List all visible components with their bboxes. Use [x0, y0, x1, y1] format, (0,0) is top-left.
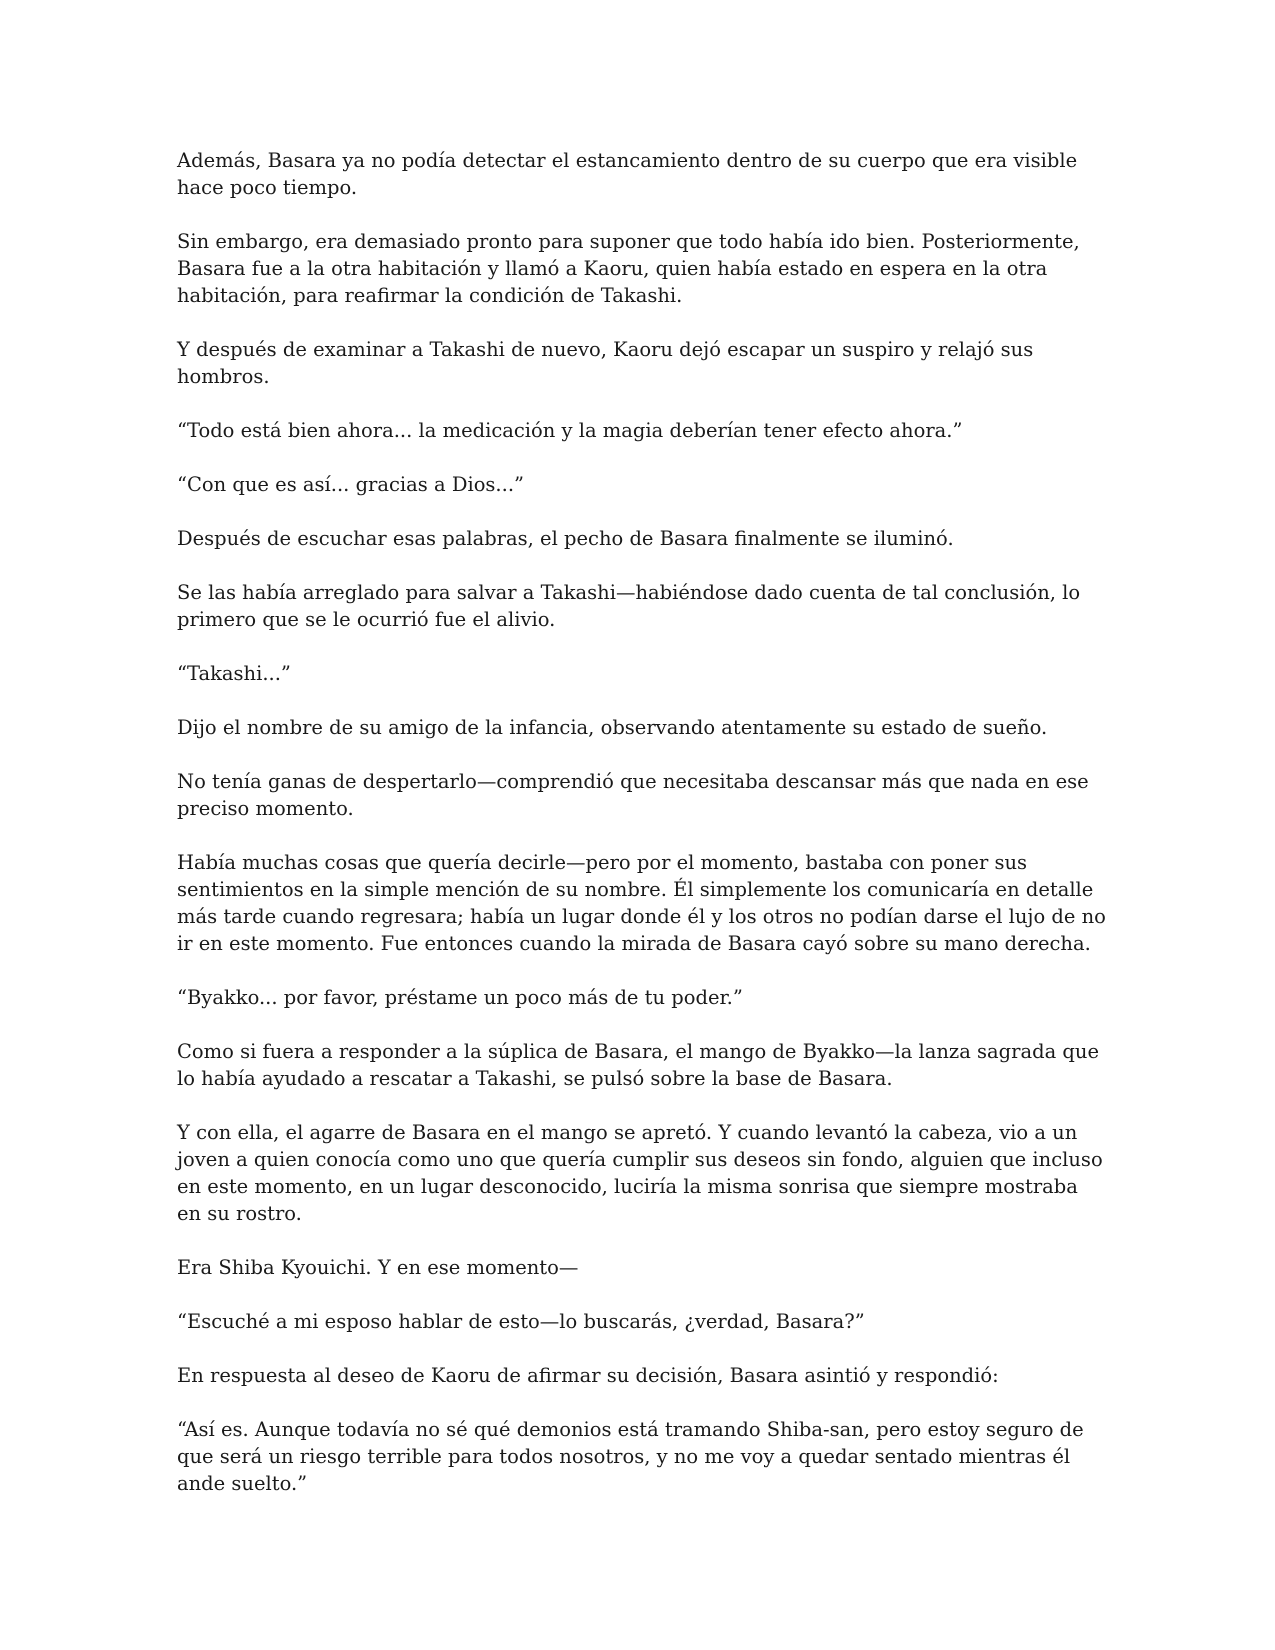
paragraph-14: Y con ella, el agarre de Basara en el mango se apretó. Y cuando levantó la cabeza, vio a un joven a quien conocía como uno que quería cumplir sus deseos sin fondo, alguien que incluso en este momento, en un lugar desconocido, luciría la misma sonrisa que siempre mostraba en su rostro.: [177, 1121, 1103, 1225]
paragraph-5: “Con que es así... gracias a Dios...”: [177, 473, 525, 496]
paragraph-11: Había muchas cosas que quería decirle—pero por el momento, bastaba con poner sus sentimientos en la simple mención de su nombre. Él simplemente los comunicaría en detalle más tarde cuando regresara; había un lugar donde él y los otros no podían darse el lujo de no ir en este momento. Fue entonces cuando la mirada de Basara cayó sobre su mano derecha.: [177, 851, 1106, 955]
paragraph-4: “Todo está bien ahora... la medicación y la magia deberían tener efecto ahora.”: [177, 419, 963, 442]
paragraph-17: En respuesta al deseo de Kaoru de afirmar su decisión, Basara asintió y respondió:: [177, 1364, 999, 1387]
paragraph-3: Y después de examinar a Takashi de nuevo, Kaoru dejó escapar un suspiro y relajó sus hombros.: [177, 338, 1034, 388]
paragraph-13: Como si fuera a responder a la súplica de Basara, el mango de Byakko—la lanza sagrada que lo había ayudado a rescatar a Takashi, se pulsó sobre la base de Basara.: [177, 1040, 1099, 1090]
paragraph-10: No tenía ganas de despertarlo—comprendió que necesitaba descansar más que nada en ese preciso momento.: [177, 770, 1089, 820]
paragraph-8: “Takashi...”: [177, 662, 291, 685]
paragraph-7: Se las había arreglado para salvar a Takashi—habiéndose dado cuenta de tal conclusión, lo primero que se le ocurrió fue el alivio.: [177, 581, 1081, 631]
paragraph-12: “Byakko... por favor, préstame un poco más de tu poder.”: [177, 986, 743, 1009]
document-body: [177, 147, 1107, 1524]
paragraph-2: Sin embargo, era demasiado pronto para suponer que todo había ido bien. Posteriormente, Basara fue a la otra habitación y llamó a Kaoru, quien había estado en espera en la otra habitación, para reafirmar la condición de Takashi.: [177, 230, 1080, 307]
paragraph-15: Era Shiba Kyouichi. Y en ese momento—: [177, 1256, 579, 1279]
paragraph-1: Además, Basara ya no podía detectar el estancamiento dentro de su cuerpo que era visible hace poco tiempo.: [177, 149, 1078, 199]
paragraph-16: “Escuché a mi esposo hablar de esto—lo buscarás, ¿verdad, Basara?”: [177, 1310, 865, 1333]
paragraph-18: “Así es. Aunque todavía no sé qué demonios está tramando Shiba-san, pero estoy seguro de que será un riesgo terrible para todos nosotros, y no me voy a quedar sentado mientras él ande suelto.”: [177, 1418, 1084, 1495]
paragraph-9: Dijo el nombre de su amigo de la infancia, observando atentamente su estado de sueño.: [177, 716, 1048, 739]
paragraph-6: Después de escuchar esas palabras, el pecho de Basara finalmente se iluminó.: [177, 527, 954, 550]
